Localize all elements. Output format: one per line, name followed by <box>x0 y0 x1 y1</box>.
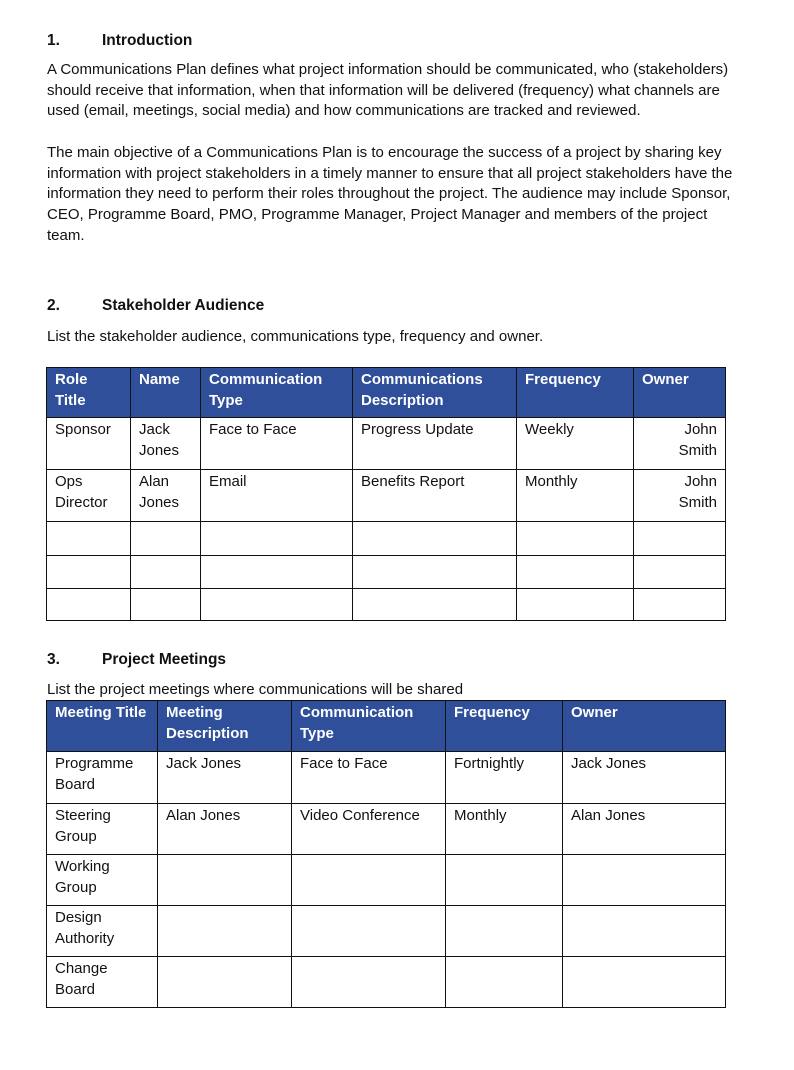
table-cell[interactable]: Jack Jones <box>158 752 292 804</box>
table-cell[interactable]: Working Group <box>47 855 158 906</box>
table-cell[interactable] <box>634 522 726 556</box>
table-cell[interactable]: Alan Jones <box>131 470 201 522</box>
table-cell[interactable]: Progress Update <box>353 418 517 470</box>
table-cell[interactable] <box>517 589 634 621</box>
table-cell[interactable] <box>353 556 517 589</box>
table-cell[interactable] <box>563 855 726 906</box>
table-cell[interactable]: Programme Board <box>47 752 158 804</box>
column-header: Communication Type <box>201 368 353 418</box>
table-cell[interactable] <box>446 855 563 906</box>
section-3-intro: List the project meetings where communications will be shared <box>47 681 464 698</box>
table-cell[interactable] <box>292 957 446 1008</box>
section-3-heading: 3. Project Meetings <box>47 651 227 668</box>
table-cell[interactable] <box>158 957 292 1008</box>
table-cell[interactable] <box>47 522 131 556</box>
table-cell[interactable] <box>517 522 634 556</box>
column-header: Owner <box>563 701 726 752</box>
column-header: Communication Type <box>292 701 446 752</box>
table-cell[interactable]: Face to Face <box>201 418 353 470</box>
table-cell[interactable]: Email <box>201 470 353 522</box>
column-header: Meeting Title <box>47 701 158 752</box>
table-cell[interactable] <box>353 522 517 556</box>
table-cell[interactable]: John Smith <box>634 418 726 470</box>
table-cell[interactable] <box>201 589 353 621</box>
table-cell[interactable] <box>47 589 131 621</box>
table-cell[interactable] <box>158 855 292 906</box>
table-row <box>47 752 726 804</box>
table-row <box>47 906 726 957</box>
column-header: Role Title <box>47 368 131 418</box>
table-row <box>47 855 726 906</box>
table-cell[interactable] <box>292 855 446 906</box>
table-cell[interactable] <box>158 906 292 957</box>
table-cell[interactable] <box>292 906 446 957</box>
table-cell[interactable] <box>131 589 201 621</box>
table-cell[interactable]: Jack Jones <box>131 418 201 470</box>
table-cell[interactable] <box>517 556 634 589</box>
column-header: Name <box>131 368 201 418</box>
table-cell[interactable] <box>201 556 353 589</box>
table-cell[interactable]: Monthly <box>517 470 634 522</box>
table-cell[interactable]: Monthly <box>446 804 563 855</box>
table-cell[interactable] <box>634 589 726 621</box>
table-row <box>47 470 726 522</box>
table-row <box>47 957 726 1008</box>
table-cell[interactable] <box>563 957 726 1008</box>
table-cell[interactable] <box>47 556 131 589</box>
table-cell[interactable] <box>201 522 353 556</box>
table-cell[interactable] <box>131 556 201 589</box>
table-cell[interactable]: Benefits Report <box>353 470 517 522</box>
section-1-heading: 1. Introduction <box>47 32 193 49</box>
column-header: Communications Description <box>353 368 517 418</box>
table-cell[interactable]: Change Board <box>47 957 158 1008</box>
intro-paragraph-2: The main objective of a Communications Plan is to encourage the success of a project by sharing key information with project stakeholders in a timely manner to ensure that all project stakeholders have the information they need to perform their roles throughout the project. The audience may include Sponsor, CEO, Programme Board, PMO, Programme Manager, Project Manager and members of the project team. <box>47 144 733 244</box>
table-cell[interactable] <box>634 556 726 589</box>
table-cell[interactable]: Weekly <box>517 418 634 470</box>
table-cell[interactable] <box>563 906 726 957</box>
column-header: Owner <box>634 368 726 418</box>
table-cell[interactable]: Sponsor <box>47 418 131 470</box>
table-row <box>47 589 726 621</box>
table-row <box>47 418 726 470</box>
table-cell[interactable] <box>446 906 563 957</box>
table-cell[interactable] <box>131 522 201 556</box>
table-cell[interactable]: Design Authority <box>47 906 158 957</box>
table-row <box>47 522 726 556</box>
meetings-table <box>46 700 726 1008</box>
table-cell[interactable] <box>446 957 563 1008</box>
table-cell[interactable]: Steering Group <box>47 804 158 855</box>
column-header: Frequency <box>446 701 563 752</box>
table-row <box>47 556 726 589</box>
table-cell[interactable]: John Smith <box>634 470 726 522</box>
table-cell[interactable]: Alan Jones <box>563 804 726 855</box>
table-cell[interactable]: Video Conference <box>292 804 446 855</box>
table-cell[interactable]: Ops Director <box>47 470 131 522</box>
table-cell[interactable] <box>353 589 517 621</box>
table-row <box>47 804 726 855</box>
stakeholder-table <box>46 367 726 621</box>
intro-paragraph-1: A Communications Plan defines what project information should be communicated, who (stakeholders) should receive that information, when that information will be delivered (frequency) what channels are used (email, meetings, social media) and how communications are tracked and reviewed. <box>47 61 729 120</box>
table-cell[interactable]: Jack Jones <box>563 752 726 804</box>
table-cell[interactable]: Fortnightly <box>446 752 563 804</box>
column-header: Meeting Description <box>158 701 292 752</box>
column-header: Frequency <box>517 368 634 418</box>
table-cell[interactable]: Alan Jones <box>158 804 292 855</box>
section-2-heading: 2. Stakeholder Audience <box>47 297 265 314</box>
table-cell[interactable]: Face to Face <box>292 752 446 804</box>
section-2-intro: List the stakeholder audience, communications type, frequency and owner. <box>47 328 544 345</box>
